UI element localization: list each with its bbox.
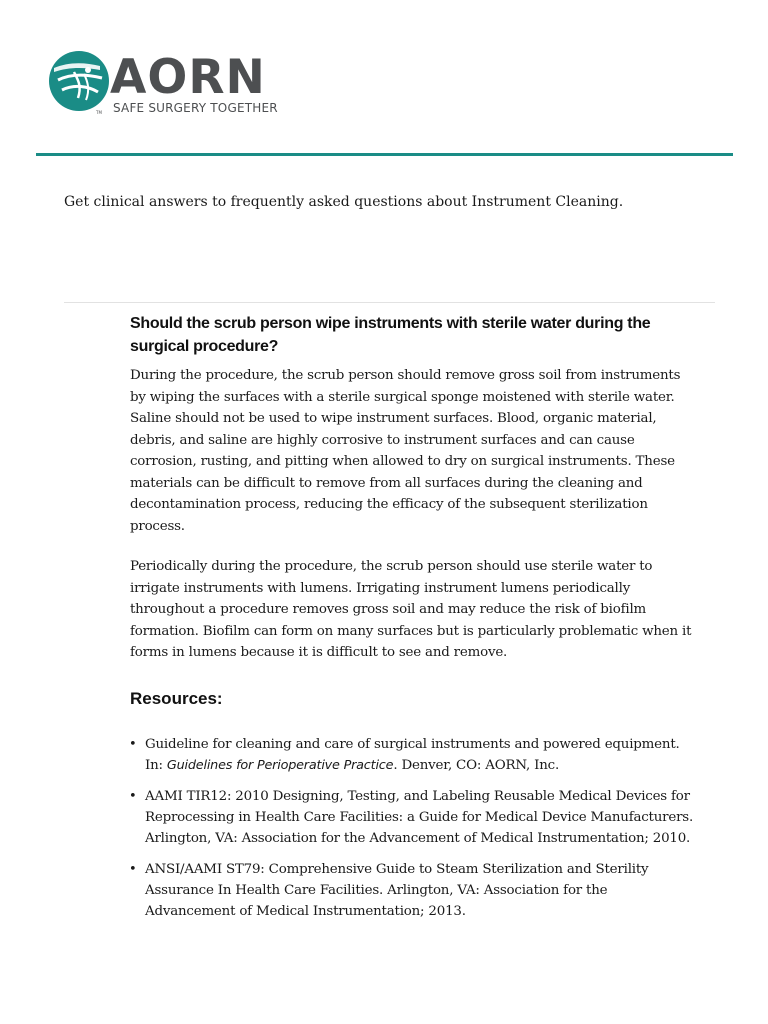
faq-question: Should the scrub person wipe instruments with sterile water during the surgical procedure? bbox=[130, 315, 651, 355]
faq-answer-paragraph: Periodically during the procedure, the scrub person should use sterile water to irrigate instruments with lumens. Irrigating instrument lumens periodically throughout a procedure removes gross soil and may reduce the risk of biofilm formation. Biofilm can form on many surfaces but is particularly problematic when it forms in lumens because it is difficult to see and remove. bbox=[130, 559, 692, 660]
resource-item bbox=[130, 734, 700, 776]
resource-item bbox=[130, 859, 700, 922]
resource-text: ANSI/AAMI ST79: Comprehensive Guide to Steam Sterilization and Sterility Assurance In Health Care Facilities. Arlington, VA: Association for the Advancement of Medical Instrumentation; 2013. bbox=[145, 861, 649, 919]
resources-list bbox=[130, 734, 700, 922]
brand-tagline: SAFE SURGERY TOGETHER bbox=[113, 101, 278, 115]
bullet-icon: • bbox=[129, 736, 137, 752]
bullet-icon: • bbox=[129, 861, 137, 877]
resource-italic-title: Guidelines for Perioperative Practice bbox=[166, 757, 394, 773]
resource-text: AAMI TIR12: 2010 Designing, Testing, and Labeling Reusable Medical Devices for Reprocessing in Health Care Facilities: a Guide for Medical Device Manufacturers. Arlington, VA: Association for the Advancement of Medical Instrumentation; 2010. bbox=[145, 788, 694, 846]
bullet-icon: • bbox=[129, 788, 137, 804]
resource-item bbox=[130, 786, 700, 849]
section-divider bbox=[64, 302, 715, 303]
header-rule bbox=[36, 153, 733, 156]
resources-heading: Resources: bbox=[130, 688, 223, 708]
page-header bbox=[0, 0, 768, 160]
intro-text: Get clinical answers to frequently asked questions about Instrument Cleaning. bbox=[64, 194, 624, 210]
faq-answer-paragraph: During the procedure, the scrub person should remove gross soil from instruments by wiping the surfaces with a sterile surgical sponge moistened with sterile water. Saline should not be used to wipe instrument surfaces. Blood, organic material, debris, and saline are highly corrosive to instrument surfaces and can cause corrosion, rusting, and pitting when allowed to dry on surgical instruments. These materials can be difficult to remove from all surfaces during the cleaning and decontamination process, reducing the efficacy of the subsequent sterilization process. bbox=[130, 368, 681, 534]
trademark-mark: TM bbox=[96, 110, 102, 115]
resource-text: . Denver, CO: AORN, Inc. bbox=[393, 757, 560, 773]
resource-text: Guideline for cleaning and care of surgical instruments and powered equipment. In: bbox=[145, 736, 680, 773]
aorn-logo-icon[interactable] bbox=[48, 50, 110, 112]
faq-article bbox=[130, 312, 700, 932]
brand-name: AORN bbox=[110, 50, 266, 105]
